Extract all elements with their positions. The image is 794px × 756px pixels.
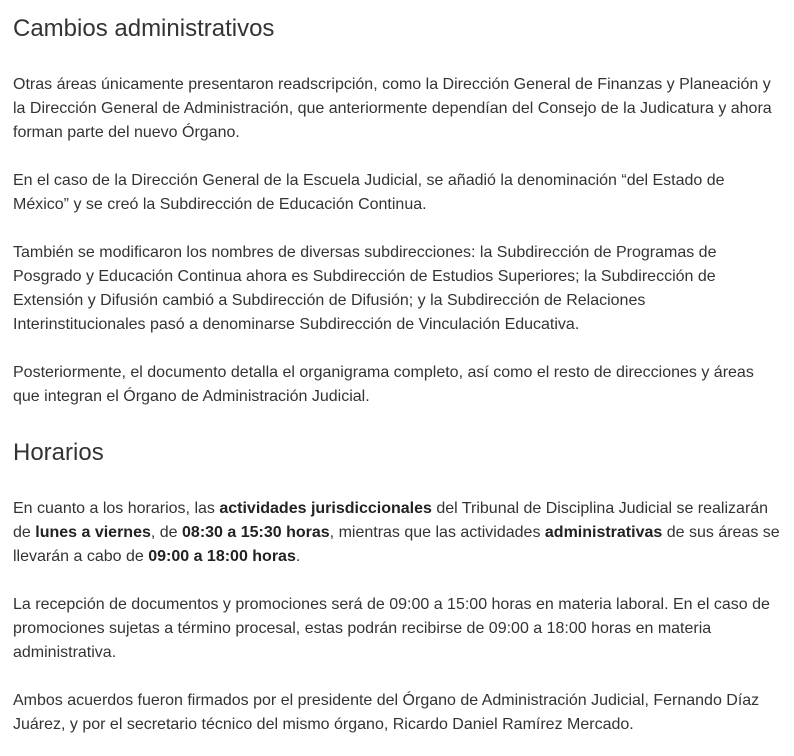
text-fragment: . xyxy=(295,548,301,565)
section-heading-cambios-administrativos: Cambios administrativos xyxy=(13,15,275,42)
section-heading-horarios: Horarios xyxy=(13,439,104,466)
paragraph-escuela-judicial: En el caso de la Dirección General de la Escuela Judicial, se añadió la denominación “del Estado de México” y se creó la Subdirección de Educación Continua. xyxy=(13,172,725,213)
paragraph-firmas: Ambos acuerdos fueron firmados por el presidente del Órgano de Administración Judicial, Fernando Díaz Juárez, y por el secretario técnico del mismo órgano, Ricardo Daniel Ramírez Mercado. xyxy=(13,692,760,733)
paragraph-recepcion-documentos: La recepción de documentos y promociones será de 09:00 a 15:00 horas en materia laboral. En el caso de promociones sujetas a término procesal, estas podrán recibirse de 09:00 a 18:00 horas en materia administrativa. xyxy=(13,596,770,661)
text-fragment: En cuanto a los horarios, las xyxy=(13,500,220,517)
paragraph-organigrama: Posteriormente, el documento detalla el organigrama completo, así como el resto de direcciones y áreas que integran el Órgano de Administración Judicial. xyxy=(13,364,754,405)
bold-horario-jurisdiccional: 08:30 a 15:30 horas xyxy=(182,524,330,541)
bold-administrativas: administrativas xyxy=(544,524,663,541)
text-fragment: de sus áreas se llevarán a cabo de xyxy=(13,524,780,565)
text-fragment: , mientras que las actividades xyxy=(329,524,545,541)
text-fragment: del Tribunal de Disciplina Judicial se realizarán de xyxy=(13,500,769,541)
text-fragment: , de xyxy=(150,524,183,541)
bold-actividades-jurisdiccionales: actividades jurisdiccionales xyxy=(219,500,432,517)
bold-lunes-a-viernes: lunes a viernes xyxy=(35,524,151,541)
paragraph-readscripcion: Otras áreas únicamente presentaron readscripción, como la Dirección General de Finanzas y Planeación y la Dirección General de Administración, que anteriormente dependían del Consejo de la Judicatura y ahora forman parte del nuevo Órgano. xyxy=(13,76,772,141)
paragraph-subdirecciones: También se modificaron los nombres de diversas subdirecciones: la Subdirección de Programas de Posgrado y Educación Continua ahora es Subdirección de Estudios Superiores; la Subdirección de Extensión y Difusión cambió a Subdirección de Difusión; y la Subdirección de Relaciones Interinstitucionales pasó a denominarse Subdirección de Vinculación Educativa. xyxy=(13,244,717,333)
bold-horario-administrativo: 09:00 a 18:00 horas xyxy=(148,548,296,565)
paragraph-horarios xyxy=(13,497,781,569)
